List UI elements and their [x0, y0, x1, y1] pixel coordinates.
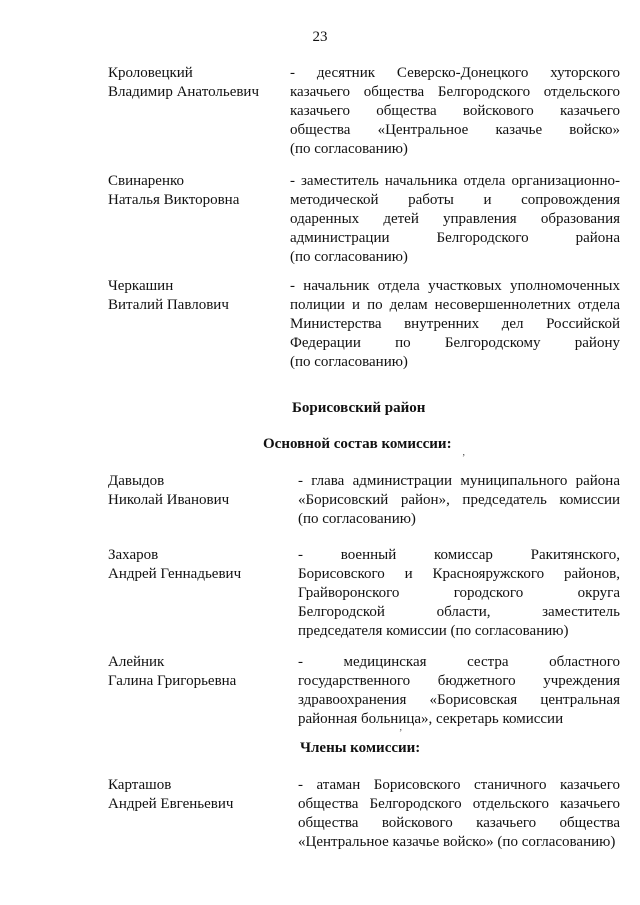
member-role	[298, 653, 620, 729]
role-line: Грайворонского городского округа	[298, 585, 620, 601]
scan-artifact-mark: ʼ	[399, 728, 403, 739]
role-line: методической работы и сопровождения	[290, 192, 620, 208]
role-line: (по согласованию)	[290, 249, 408, 265]
member-role	[298, 776, 620, 852]
main-composition-heading: Основной состав комиссии:	[263, 436, 452, 452]
member-surname: Алейник	[108, 654, 165, 670]
role-line: казачьего общества Белгородского отдельского	[290, 84, 620, 100]
role-line: Борисовского и Краснояружского районов,	[298, 566, 620, 582]
member-name	[108, 64, 283, 102]
role-line: общества войскового казачьего общества	[298, 815, 620, 831]
member-surname: Захаров	[108, 547, 159, 563]
member-role	[290, 172, 620, 267]
role-line: районная больница», секретарь комиссии	[298, 711, 564, 727]
member-name	[108, 277, 283, 315]
role-line: - глава администрации муниципального района	[298, 473, 620, 489]
role-line: «Центральное казачье войско» (по согласованию)	[298, 834, 616, 850]
member-name	[108, 472, 283, 510]
role-line: «Борисовский район», председатель комиссии	[298, 492, 620, 508]
role-line: государственного бюджетного учреждения	[298, 673, 620, 689]
member-given-name: Андрей Геннадьевич	[108, 566, 242, 582]
member-surname: Давыдов	[108, 473, 165, 489]
member-surname: Свинаренко	[108, 173, 185, 189]
role-line: Белгородской области, заместитель	[298, 604, 620, 620]
role-line: здравоохранения «Борисовская центральная	[298, 692, 620, 708]
member-name	[108, 653, 283, 691]
member-role	[298, 472, 620, 529]
member-surname: Кроловецкий	[108, 65, 193, 81]
role-line: - медицинская сестра областного	[298, 654, 620, 670]
role-line: - десятник Северско-Донецкого хуторского	[290, 65, 620, 81]
member-role	[290, 277, 620, 372]
member-name	[108, 546, 283, 584]
member-given-name: Виталий Павлович	[108, 297, 229, 313]
scan-artifact-mark: ʼ	[462, 453, 466, 464]
member-given-name: Наталья Викторовна	[108, 192, 240, 208]
member-surname: Карташов	[108, 777, 172, 793]
role-line: председателя комиссии (по согласованию)	[298, 623, 569, 639]
member-role	[298, 546, 620, 641]
role-line: - заместитель начальника отдела организационно-	[290, 173, 620, 189]
member-role	[290, 64, 620, 159]
role-line: - атаман Борисовского станичного казачьего	[298, 777, 620, 793]
role-line: (по согласованию)	[290, 141, 408, 157]
member-given-name: Николай Иванович	[108, 492, 230, 508]
role-line: (по согласованию)	[290, 354, 408, 370]
member-name	[108, 776, 283, 814]
role-line: Федерации по Белгородскому району	[290, 335, 620, 351]
role-line: полиции и по делам несовершеннолетних отдела	[290, 297, 620, 313]
role-line: - военный комиссар Ракитянского,	[298, 547, 620, 563]
role-line: одаренных детей управления образования	[290, 211, 620, 227]
member-given-name: Андрей Евгеньевич	[108, 796, 234, 812]
member-given-name: Галина Григорьевна	[108, 673, 237, 689]
members-heading: Члены комиссии:	[300, 740, 421, 756]
role-line: Министерства внутренних дел Российской	[290, 316, 620, 332]
member-surname: Черкашин	[108, 278, 174, 294]
role-line: администрации Белгородского района	[290, 230, 620, 246]
role-line: казачьего общества войскового казачьего	[290, 103, 620, 119]
role-line: (по согласованию)	[298, 511, 416, 527]
role-line: - начальник отдела участковых уполномоченных	[290, 278, 620, 294]
member-name	[108, 172, 283, 210]
district-title: Борисовский район	[292, 400, 426, 416]
page-number: 23	[312, 29, 328, 45]
role-line: общества «Центральное казачье войско»	[290, 122, 620, 138]
member-given-name: Владимир Анатольевич	[108, 84, 260, 100]
role-line: общества Белгородского отдельского казачьего	[298, 796, 620, 812]
